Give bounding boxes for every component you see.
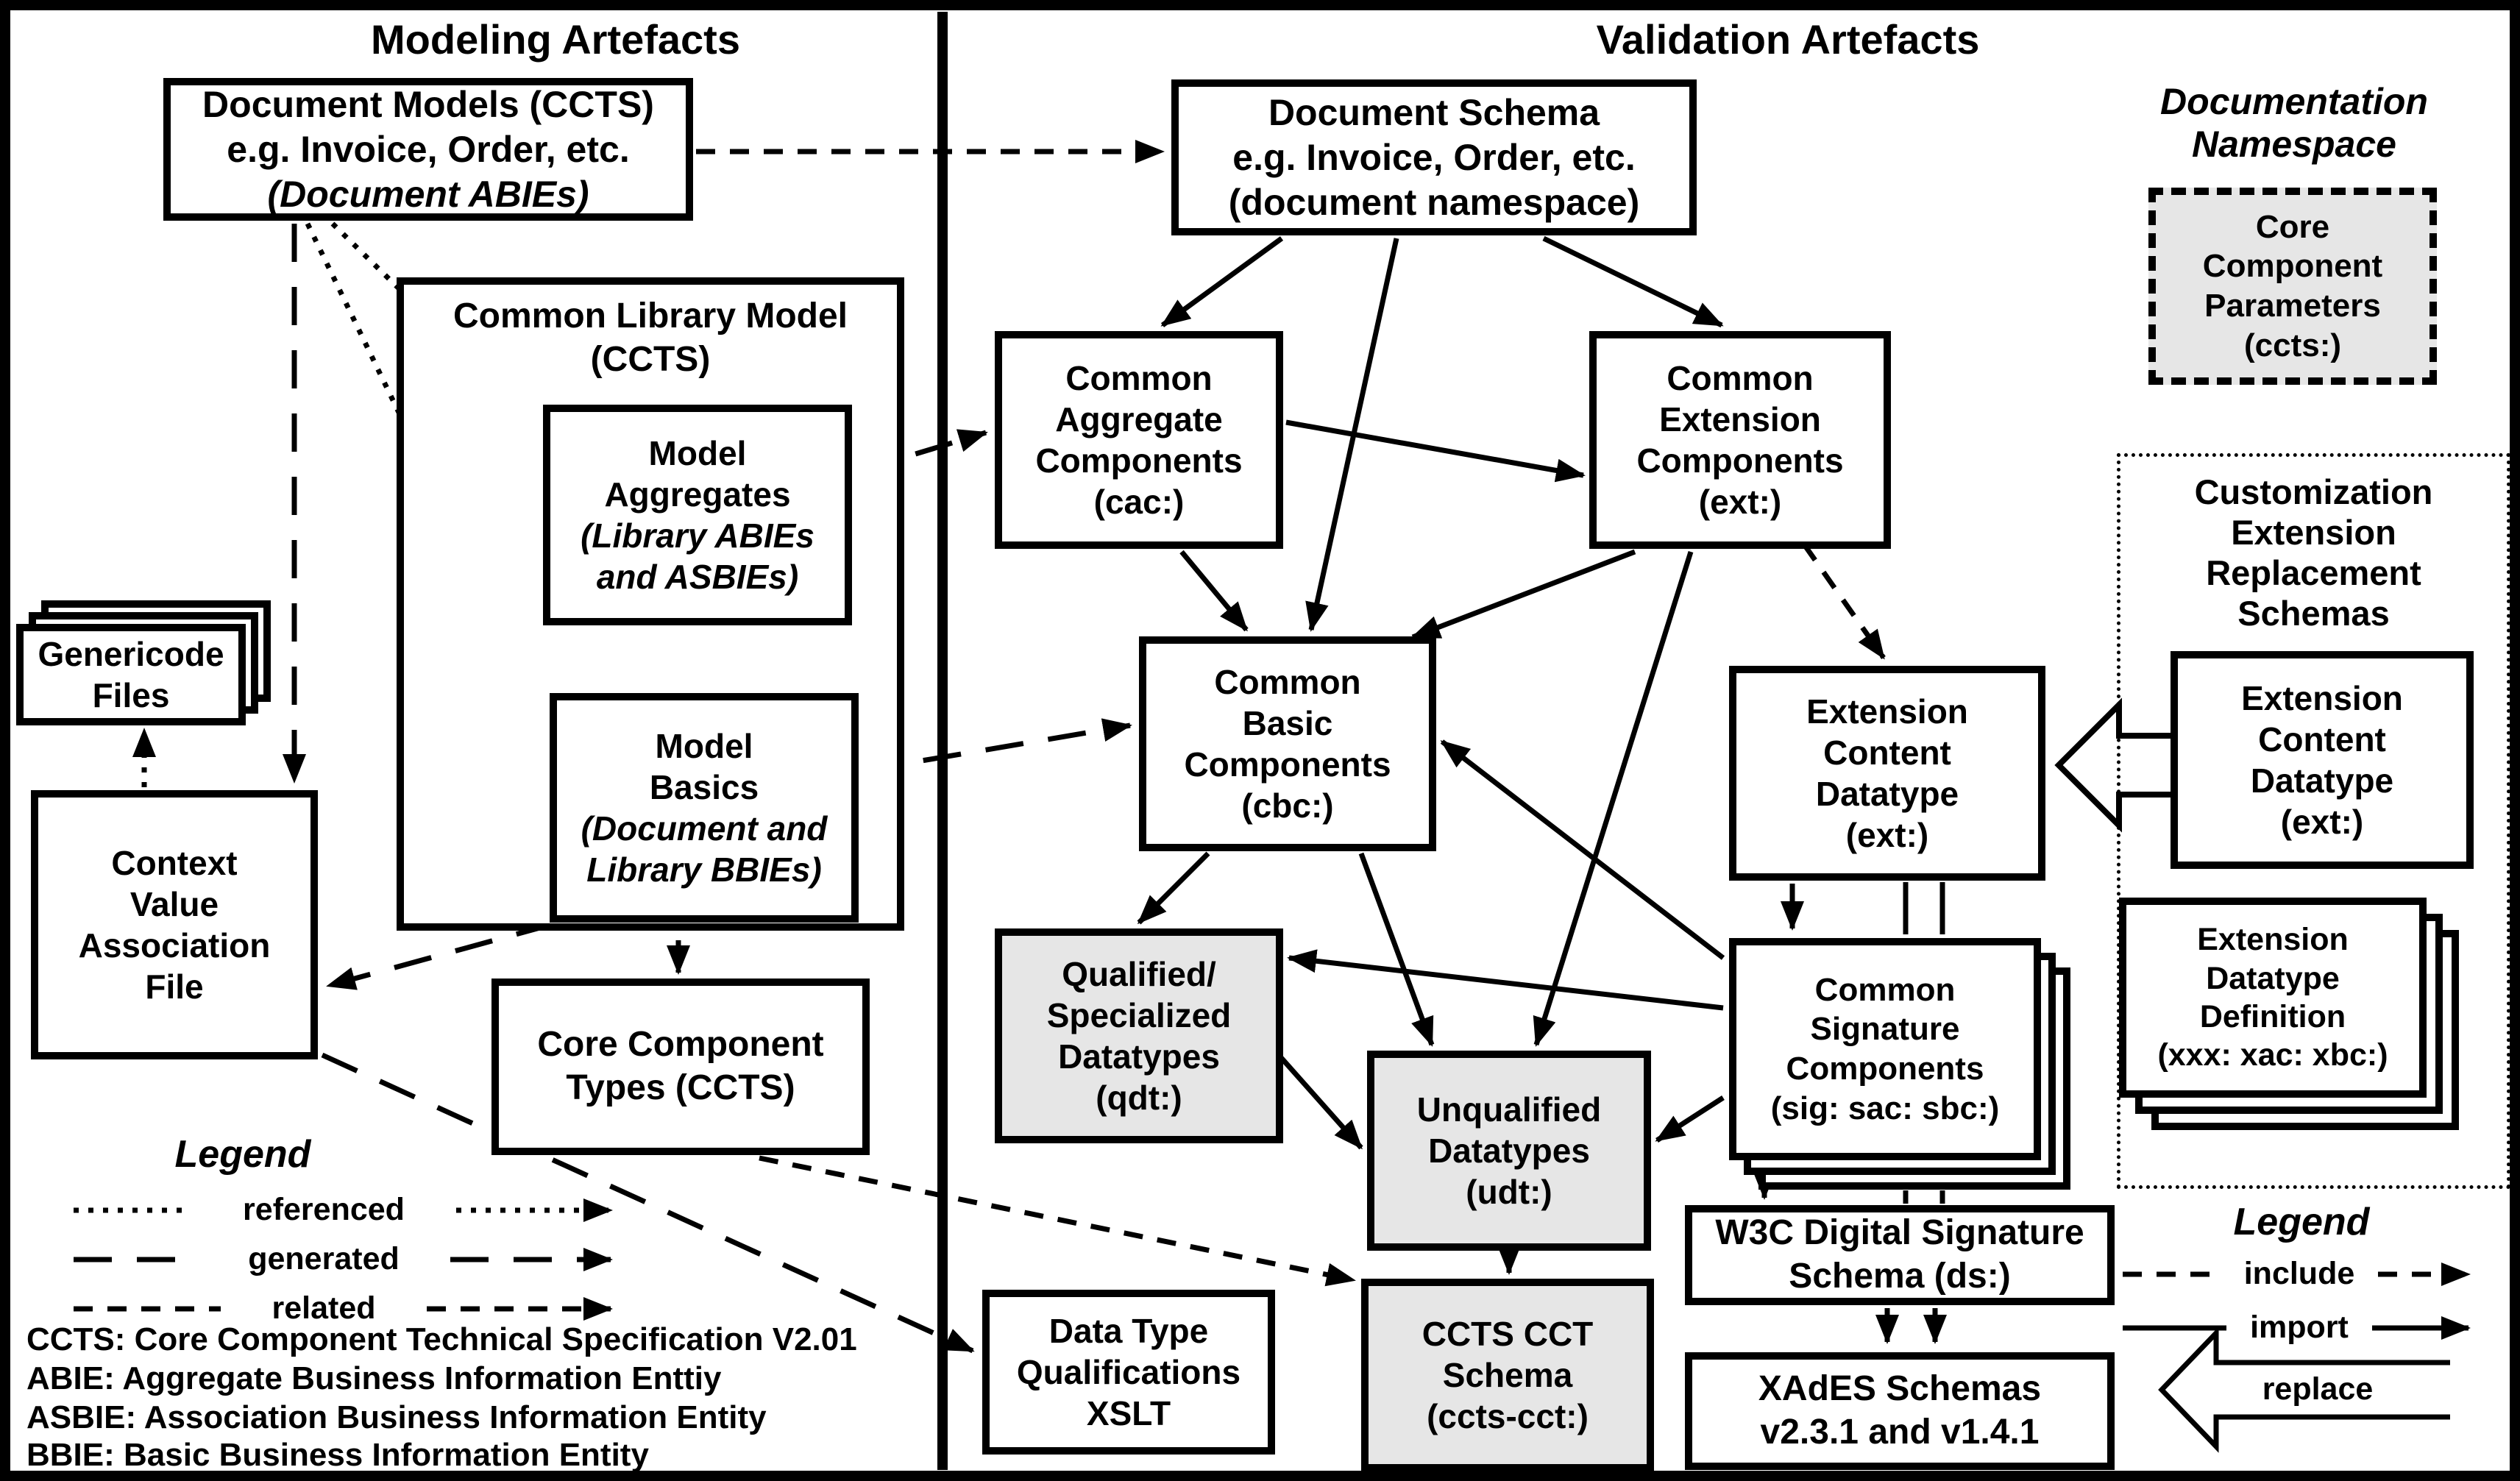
legend-right-title: Legend <box>2233 1201 2370 1243</box>
node-common-library-model: Common Library Model (CCTS) <box>397 277 904 931</box>
node-extension-content-datatype: Extension Content Datatype (ext:) <box>1729 666 2045 881</box>
node-document-models: Document Models (CCTS) e.g. Invoice, Order, etc. (Document ABIEs) <box>163 78 693 221</box>
node-model-aggregates: Model Aggregates (Library ABIEs and ASBIEs) <box>543 405 852 625</box>
legend-import-label: import <box>2250 1310 2349 1345</box>
legend-related-label: related <box>271 1290 376 1326</box>
node-w3c-digital-signature: W3C Digital Signature Schema (ds:) <box>1685 1205 2115 1305</box>
node-datatype-qualifications-xslt: Data Type Qualifications XSLT <box>982 1290 1275 1455</box>
legend-include-label: include <box>2243 1256 2355 1291</box>
node-document-schema: Document Schema e.g. Invoice, Order, etc. (document namespace) <box>1171 79 1697 235</box>
abbreviation-bbie: BBIE: Basic Business Information Entity <box>26 1437 649 1473</box>
abbreviation-abie: ABIE: Aggregate Business Information Enttiy <box>26 1360 722 1396</box>
title-documentation-namespace: Documentation Namespace <box>2160 81 2428 165</box>
node-core-component-types: Core Component Types (CCTS) <box>491 979 870 1155</box>
node-model-basics: Model Basics (Document and Library BBIEs) <box>550 693 859 923</box>
title-modeling: Modeling Artefacts <box>371 16 740 63</box>
section-divider <box>937 12 948 1470</box>
title-validation: Validation Artefacts <box>1596 16 1980 63</box>
node-ccts-cct-schema: CCTS CCT Schema (ccts-cct:) <box>1361 1279 1654 1471</box>
legend-referenced-label: referenced <box>243 1192 405 1227</box>
node-unqualified-datatypes: Unqualified Datatypes (udt:) <box>1367 1051 1651 1251</box>
node-common-extension-components: Common Extension Components (ext:) <box>1589 331 1891 549</box>
node-extension-datatype-definition: Extension Datatype Definition (xxx: xac: xbc:) <box>2119 898 2427 1098</box>
legend-left-title: Legend <box>174 1133 311 1176</box>
region-customization-extension: Customization Extension Replacement Schemas <box>2117 453 2510 1189</box>
abbreviation-ccts: CCTS: Core Component Technical Specification V2.01 <box>26 1321 857 1357</box>
node-genericode-files: Genericode Files <box>16 624 246 725</box>
node-qualified-datatypes: Qualified/ Specialized Datatypes (qdt:) <box>995 928 1283 1143</box>
node-xades-schemas: XAdES Schemas v2.3.1 and v1.4.1 <box>1685 1352 2115 1470</box>
node-core-component-parameters: Core Component Parameters (ccts:) <box>2148 188 2437 385</box>
node-extension-content-datatype-replacement: Extension Content Datatype (ext:) <box>2171 651 2474 869</box>
legend-replace-label: replace <box>2262 1371 2374 1407</box>
node-common-basic-components: Common Basic Components (cbc:) <box>1139 636 1436 851</box>
node-common-signature-components: Common Signature Components (sig: sac: sbc:) <box>1729 938 2041 1160</box>
node-context-value-association: Context Value Association File <box>31 790 318 1059</box>
legend-generated-label: generated <box>248 1241 400 1276</box>
abbreviation-asbie: ASBIE: Association Business Information Entity <box>26 1399 767 1435</box>
node-common-aggregate-components: Common Aggregate Components (cac:) <box>995 331 1283 549</box>
